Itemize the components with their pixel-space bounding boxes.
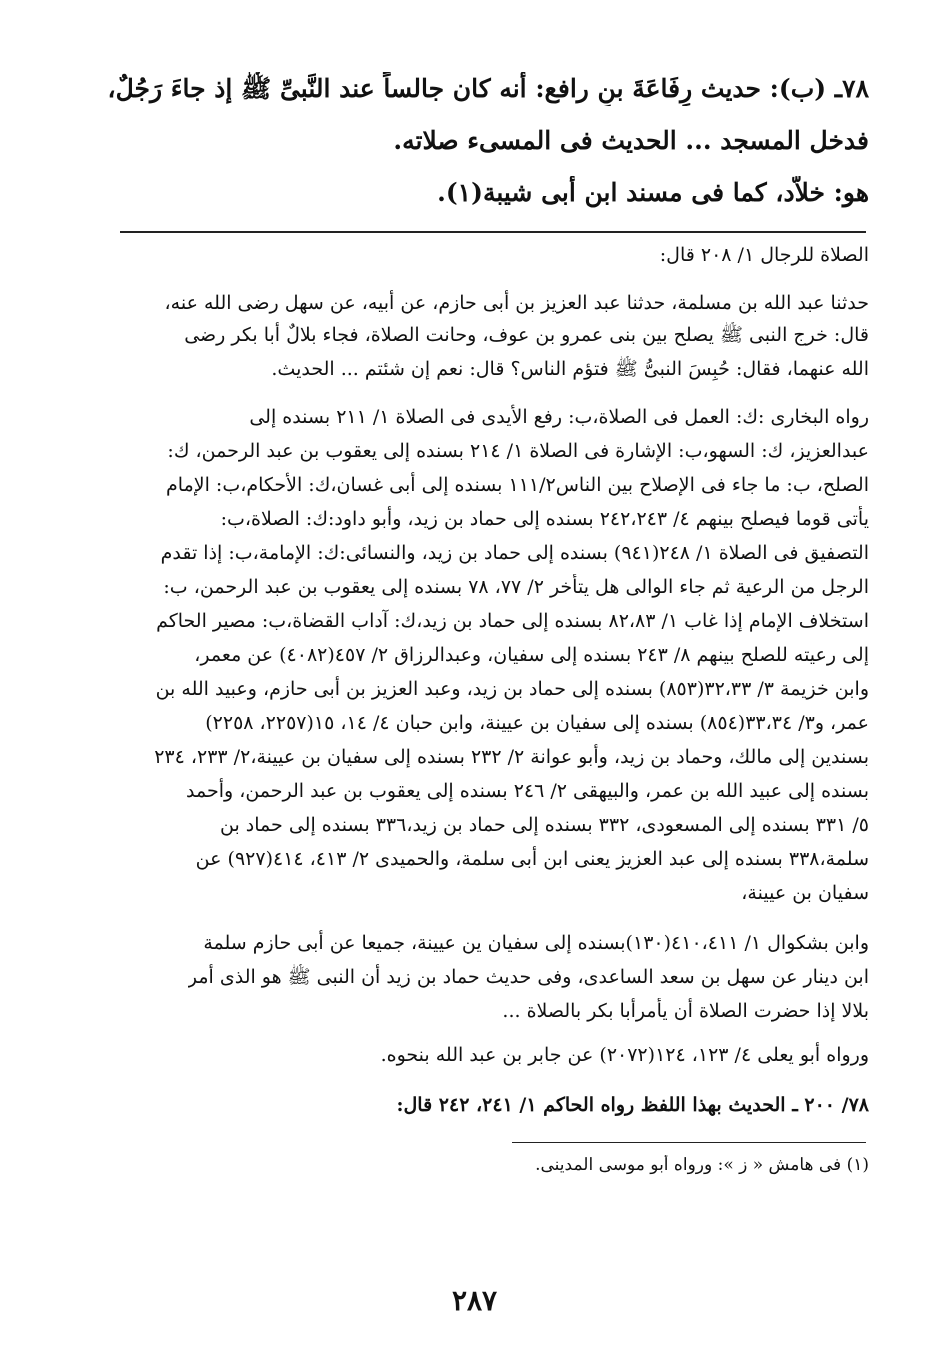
text-line: حدثنا عبد الله بن مسلمة، حدثنا عبد العزيز بن أبى حازم، عن أبيه، عن سهل رضى الله عنه، [164, 292, 869, 314]
text-line: ٥/ ٣٣١ بسنده إلى المسعودى، ٣٣٢ بسنده إلى حماد بن زيد،٣٣٦ بسنده إلى حماد بن [220, 814, 869, 836]
text-line: الصلح، ب: ما جاء فى الإصلاح بين الناس١١١/٢ بسنده إلى أبى غسان،ك: الأحكام،ب: الإمام [166, 474, 869, 496]
section-heading: ٧٨/ ٢٠٠ ـ الحديث بهذا اللفظ رواه الحاكم ١/ ٢٤١، ٢٤٢ قال: [396, 1094, 869, 1116]
text-line: ورواه أبو يعلى ٤/ ١٢٣، ١٢٤(٢٠٧٢) عن جابر بن عبد الله بنحوه. [380, 1044, 869, 1066]
text-line: بسندين إلى مالك، وحماد بن زيد، وأبو عوانة ٢/ ٢٣٢ بسنده إلى سفيان بن عيينة،٢/ ٢٣٣، ٢٣٤ [154, 746, 869, 768]
heading-line-1: ٧٨ـ (ب): حديث رِفَاعَةَ بنِ رافع: أنه كان جالساً عند النَّبىِّ ﷺ إذ جاءَ رَجُلٌ، [107, 74, 869, 103]
text-line: الصلاة للرجال ١/ ٢٠٨ قال: [659, 244, 869, 266]
text-line: التصفيق فى الصلاة ١/ ٢٤٨(٩٤١) بسنده إلى حماد بن زيد، والنسائى:ك: الإمامة،ب: إذا تقدم [160, 542, 869, 564]
text-line: سفيان بن عيينة، [741, 882, 869, 904]
top-rule [120, 231, 866, 233]
text-line: عبدالعزيز، ك: السهو،ب: الإشارة فى الصلاة ١/ ٢١٤ بسنده إلى يعقوب بن عبد الرحمن، ك: [167, 440, 869, 462]
text-line: سلمة،٣٣٨ بسنده إلى عبد العزيز يعنى ابن أبى سلمة، والحميدى ٢/ ٤١٣، ٤١٤(٩٢٧) عن [195, 848, 869, 870]
text-line: بلالا إذا حضرت الصلاة أن يأمرأبا بكر بالصلاة ... [502, 1000, 869, 1022]
page-number: ٢٨٧ [451, 1284, 498, 1317]
text-line: الرجل من الرعية ثم جاء الوالى هل يتأخر ٢/ ٧٧، ٧٨ بسنده إلى يعقوب بن عبد الرحمن، ب: [163, 576, 869, 598]
text-line: قال: خرج النبى ﷺ يصلح بين بنى عمرو بن عوف، وحانت الصلاة، فجاء بلالٌ أبا بكر رضى [184, 324, 869, 346]
text-line: يأتى قوما فيصلح بينهم ٤/ ٢٤٢،٢٤٣ بسنده إلى حماد بن زيد، وأبو داود:ك: الصلاة،ب: [220, 508, 869, 530]
footnote-rule [512, 1142, 866, 1143]
text-line: إلى رعيته للصلح بينهم ٨/ ٢٤٣ بسنده إلى سفيان، وعبدالرزاق ٢/ ٤٥٧(٤٠٨٢) عن معمر، [194, 644, 869, 666]
text-line: ابن دينار عن سهل بن سعد الساعدى، وفى حديث حماد بن زيد أن النبى ﷺ هو الذى أمر [187, 966, 869, 988]
text-line: وابن خزيمة ٣/ ٣٢،٣٣(٨٥٣) بسنده إلى حماد بن زيد، وعبد العزيز بن أبى حازم، وعبيد الله بن [155, 678, 869, 700]
heading-line-2: فدخل المسجد ... الحديث فى المسىء صلاته. [393, 126, 869, 155]
text-line: وابن بشكوال ١/ ٤١٠،٤١١(١٣٠)بسنده إلى سفيان ين عيينة، جميعا عن أبى حازم سلمة [203, 932, 869, 954]
heading-line-3: هو: خلاَّد، كما فى مسند ابن أبى شيبة(١). [437, 178, 869, 207]
footnote: (١) فى هامش « ز »: ورواه أبو موسى المدينى. [535, 1155, 869, 1175]
text-line: عمر، و٣/ ٣٣،٣٤(٨٥٤) بسنده إلى سفيان بن عيينة، وابن حبان ٤/ ١٤، ١٥(٢٢٥٧، ٢٢٥٨) [205, 712, 869, 734]
text-line: رواه البخارى :ك: العمل فى الصلاة،ب: رفع الأيدى فى الصلاة ١/ ٢١١ بسنده إلى [249, 406, 869, 428]
text-line: بسنده إلى عبيد الله بن عمر، والبيهقى ٢/ ٢٤٦ بسنده إلى يعقوب بن عبد الرحمن، وأحمد [186, 780, 869, 802]
text-line: استخلاف الإمام إذا غاب ١/ ٨٢،٨٣ بسنده إلى حماد بن زيد،ك: آداب القضاة،ب: مصير الحاكم [156, 610, 869, 632]
text-line: الله عنهما، فقال: حُبِسَ النبىُّ ﷺ فتؤم الناس؟ قال: نعم إن شئتم ... الحديث. [271, 358, 869, 380]
